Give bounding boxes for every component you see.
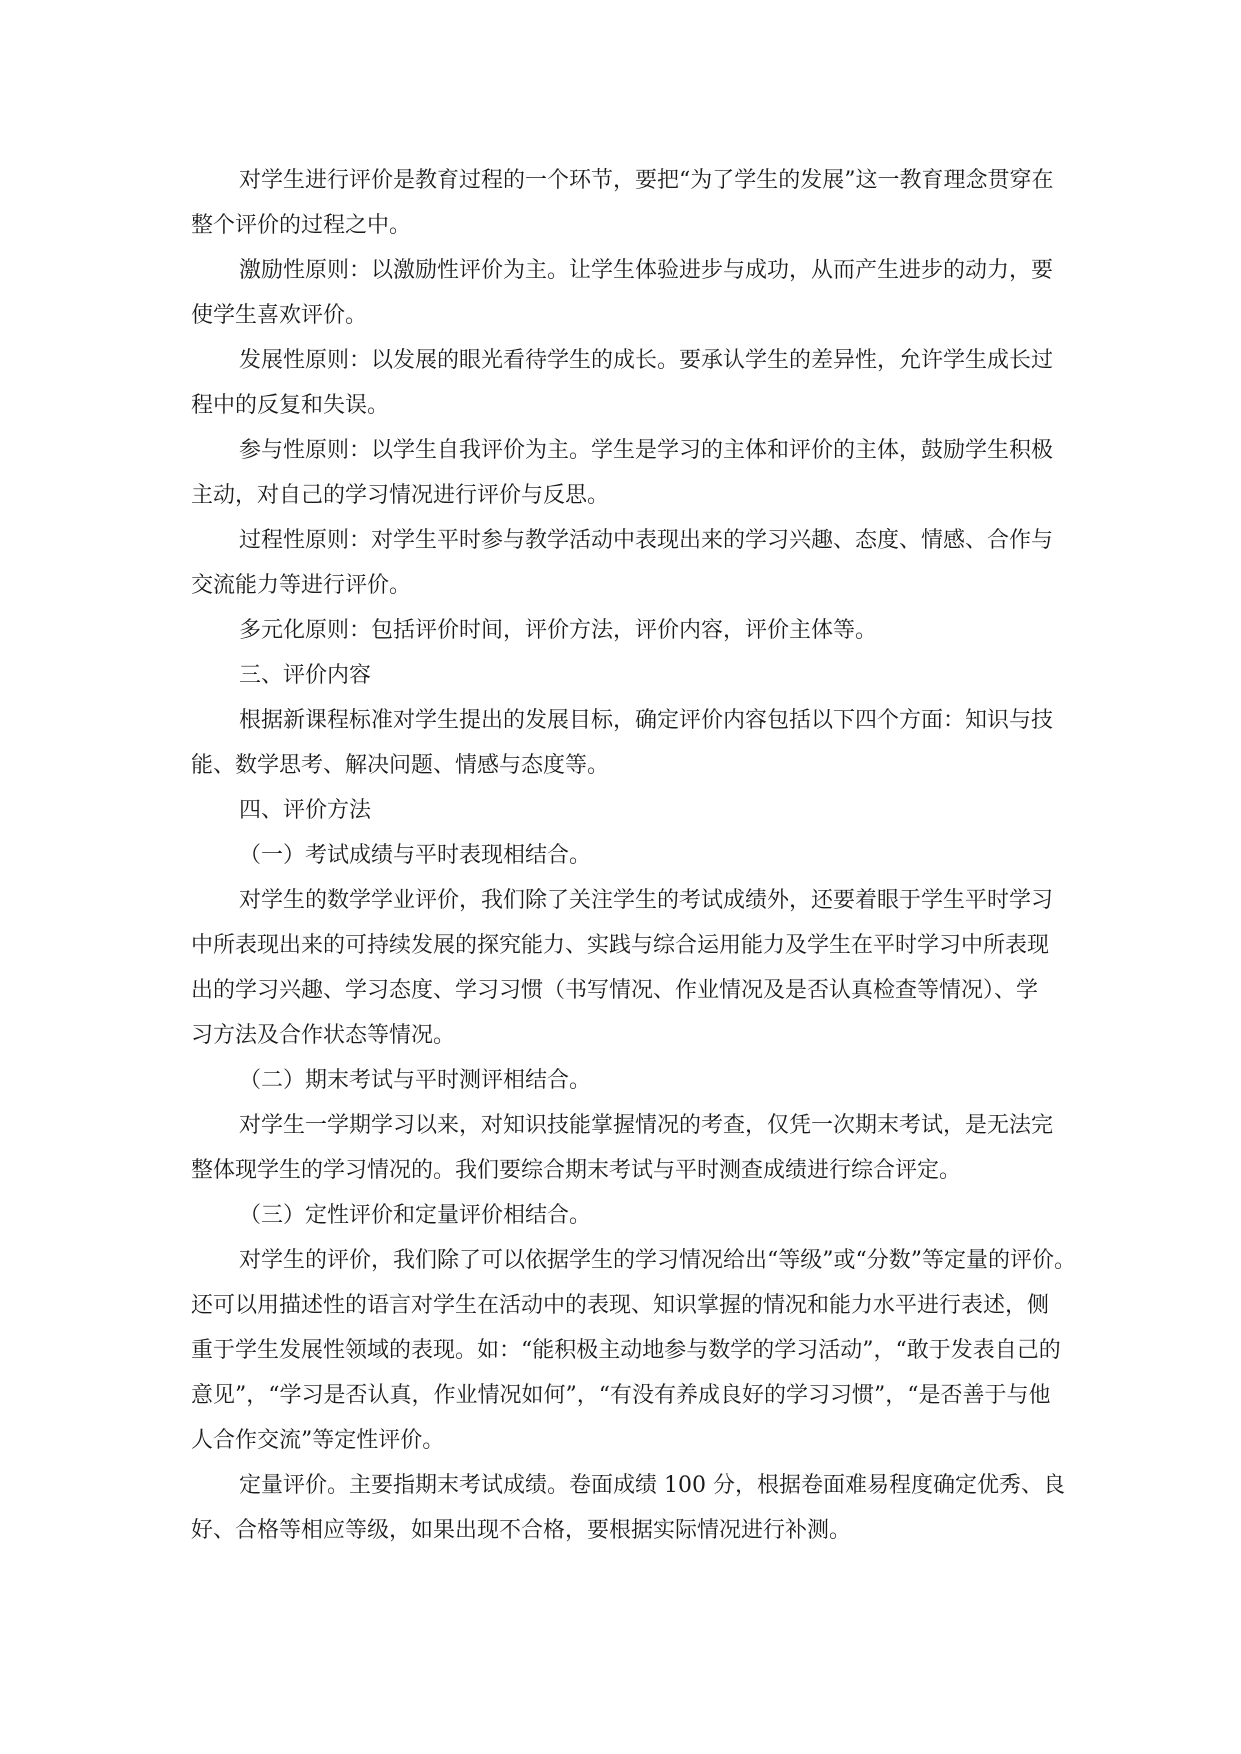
paragraph — [191, 338, 1071, 428]
paragraph — [191, 1058, 1071, 1103]
text-line: 过程性原则：对学生平时参与教学活动中表现出来的学习兴趣、态度、情感、合作与 — [239, 528, 1054, 553]
text-line: （一）考试成绩与平时表现相结合。 — [239, 843, 592, 868]
text-line: 习方法及合作状态等情况。 — [191, 1023, 456, 1048]
text-line: 整体现学生的学习情况的。我们要综合期末考试与平时测查成绩进行综合评定。 — [191, 1158, 962, 1183]
text-line: 激励性原则：以激励性评价为主。让学生体验进步与成功，从而产生进步的动力，要 — [239, 258, 1054, 283]
text-line: 好、合格等相应等级，如果出现不合格，要根据实际情况进行补测。 — [191, 1518, 852, 1543]
paragraph — [191, 158, 1071, 248]
paragraph — [191, 1463, 1071, 1553]
paragraph — [191, 1103, 1071, 1193]
text-line: 程中的反复和失误。 — [191, 393, 390, 418]
text-line: 定量评价。主要指期末考试成绩。卷面成绩 100 分，根据卷面难易程度确定优秀、良 — [239, 1473, 1065, 1498]
paragraph — [191, 1238, 1076, 1463]
text-line: （二）期末考试与平时测评相结合。 — [239, 1068, 592, 1093]
paragraph — [191, 788, 1071, 833]
text-line: 对学生的评价，我们除了可以依据学生的学习情况给出“等级”或“分数”等定量的评价。 — [239, 1248, 1076, 1273]
text-line: 重于学生发展性领域的表现。如：“能积极主动地参与数学的学习活动”，“敢于发表自己的 — [191, 1338, 1061, 1363]
text-line: 参与性原则：以学生自我评价为主。学生是学习的主体和评价的主体，鼓励学生积极 — [239, 438, 1054, 463]
text-line: （三）定性评价和定量评价相结合。 — [239, 1203, 592, 1228]
text-line: 能、数学思考、解决问题、情感与态度等。 — [191, 753, 610, 778]
text-line: 对学生的数学学业评价，我们除了关注学生的考试成绩外，还要着眼于学生平时学习 — [239, 888, 1054, 913]
text-line: 根据新课程标准对学生提出的发展目标，确定评价内容包括以下四个方面：知识与技 — [239, 708, 1054, 733]
text-line: 整个评价的过程之中。 — [191, 213, 412, 238]
text-line: 四、评价方法 — [239, 798, 372, 823]
paragraph — [191, 833, 1071, 878]
text-line: 使学生喜欢评价。 — [191, 303, 368, 328]
text-line: 交流能力等进行评价。 — [191, 573, 412, 598]
paragraph — [191, 248, 1071, 338]
text-line: 还可以用描述性的语言对学生在活动中的表现、知识掌握的情况和能力水平进行表述，侧 — [191, 1293, 1050, 1318]
paragraph — [191, 878, 1071, 1058]
text-line: 人合作交流”等定性评价。 — [191, 1428, 445, 1453]
text-line: 三、评价内容 — [239, 663, 372, 688]
text-line: 意见”，“学习是否认真，作业情况如何”，“有没有养成良好的学习习惯”，“是否善于与他 — [191, 1383, 1051, 1408]
text-line: 主动，对自己的学习情况进行评价与反思。 — [191, 483, 610, 508]
text-line: 多元化原则：包括评价时间，评价方法，评价内容，评价主体等。 — [239, 618, 878, 643]
document-body — [191, 158, 1076, 1553]
paragraph — [191, 428, 1071, 518]
paragraph — [191, 608, 1071, 653]
text-line: 出的学习兴趣、学习态度、学习习惯（书写情况、作业情况及是否认真检查等情况）、学 — [191, 978, 1039, 1003]
paragraph — [191, 698, 1071, 788]
text-line: 对学生进行评价是教育过程的一个环节，要把“为了学生的发展”这一教育理念贯穿在 — [239, 168, 1054, 193]
text-line: 发展性原则：以发展的眼光看待学生的成长。要承认学生的差异性，允许学生成长过 — [239, 348, 1054, 373]
text-line: 中所表现出来的可持续发展的探究能力、实践与综合运用能力及学生在平时学习中所表现 — [191, 933, 1050, 958]
text-line: 对学生一学期学习以来，对知识技能掌握情况的考查，仅凭一次期末考试，是无法完 — [239, 1113, 1054, 1138]
paragraph — [191, 653, 1071, 698]
paragraph — [191, 1193, 1071, 1238]
paragraph — [191, 518, 1071, 608]
